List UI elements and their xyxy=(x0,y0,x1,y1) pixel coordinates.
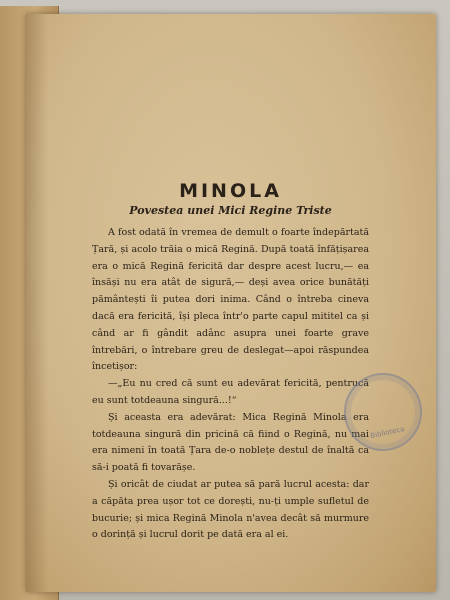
paragraph: Și aceasta era adevărat: Mica Regină Minola era totdeauna singură din pricină că fiind o Regină, nu mai era nimeni în toată Țara de-o noblețe destul de înaltă ca să-i poată fi tovarășe. xyxy=(92,411,369,474)
chapter-subtitle: Povestea unei Mici Regine Triste xyxy=(129,204,332,217)
chapter-title: MINOLA xyxy=(179,180,282,202)
paragraph: Și oricât de ciudat ar putea să pară lucrul acesta: dar a căpăta prea ușor tot ce dorești, nu-ți umple sufletul de bucurie; și mica Regină Minola n'avea decât să murmure o dorință și lucrul dorit pe dată era al ei. xyxy=(92,478,369,541)
paragraph: —„Eu nu cred că sunt eu adevărat fericită, pentrucă eu sunt totdeauna singură...!“ xyxy=(92,378,369,406)
stamp-label: Biblioteca xyxy=(369,425,406,441)
page-text-block xyxy=(92,180,369,544)
paragraph: A fost odată în vremea de demult o foarte îndepărtată Țară, și acolo trăia o mică Regină. După toată înfățișarea era o mică Regină fericită dar despre acest lucru,— ea însăși nu era atât de sigură,— deși avea orice bunătăți pământești îi putea dori inima. Când o întreba cineva dacă era fericită, își pleca într'o parte capul mititel ca și când ar fi gândit adânc asupra unei foarte grave întrebări, o întrebare greu de deslegat—apoi răspundea încetișor: xyxy=(92,227,369,373)
